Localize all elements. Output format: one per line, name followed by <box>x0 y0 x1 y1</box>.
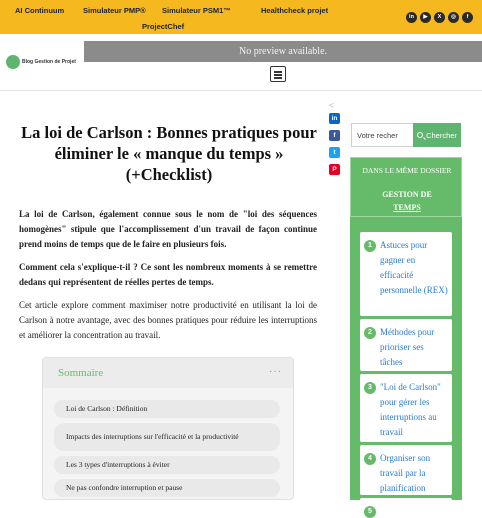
top-nav <box>0 0 482 34</box>
nav-simulateur-psm1[interactable]: Simulateur PSM1™ <box>162 6 231 15</box>
card-number: 5 <box>364 506 376 518</box>
facebook-icon[interactable]: f <box>462 12 473 23</box>
search-button[interactable] <box>413 123 461 147</box>
dossier-topic-link[interactable]: TEMPS <box>393 203 421 212</box>
toc-item[interactable]: Les 3 types d'interruptions à éviter <box>54 456 280 474</box>
card-link[interactable]: Astuces pour gagner en efficacité personnelle (REX) <box>380 240 448 295</box>
nav-projectchef[interactable]: ProjectChef <box>142 22 185 31</box>
toc-item[interactable]: Ne pas confondre interruption et pause <box>54 479 280 497</box>
toc-header[interactable] <box>43 358 293 388</box>
card-link[interactable]: Méthodes pour prioriser ses tâches <box>380 327 435 367</box>
related-dossier <box>350 157 462 515</box>
linkedin-icon[interactable]: in <box>406 12 417 23</box>
x-twitter-icon[interactable]: X <box>434 12 445 23</box>
dossier-topic: GESTION DE <box>382 190 432 199</box>
table-of-contents <box>42 357 294 500</box>
share-icon: < <box>329 101 334 110</box>
site-logo-text[interactable]: Blog Gestion de Projet <box>22 59 76 65</box>
site-logo[interactable] <box>6 55 20 69</box>
menu-hamburger-button[interactable] <box>270 66 286 82</box>
article-intro: La loi de Carlson, également connue sous le nom de "loi des séquences homogènes" stipule que l'accomplissement d'un travail de façon continue prend moins de temps que de le faire en plusieurs fois. <box>19 209 317 249</box>
pinterest-share-icon[interactable]: P <box>329 164 340 175</box>
youtube-icon[interactable]: ▶ <box>420 12 431 23</box>
twitter-share-icon[interactable]: t <box>329 147 340 158</box>
search-input[interactable] <box>351 123 413 147</box>
dossier-card[interactable] <box>360 445 452 495</box>
card-number: 4 <box>364 453 376 465</box>
card-number: 1 <box>364 240 376 252</box>
dossier-card[interactable] <box>360 319 452 371</box>
nav-simulateur-pmp[interactable]: Simulateur PMP® <box>83 6 146 15</box>
linkedin-share-icon[interactable]: in <box>329 113 340 124</box>
card-link[interactable]: Organiser son travail par la planification <box>380 453 431 493</box>
toc-item[interactable]: Loi de Carlson : Définition <box>54 400 280 418</box>
article-title: La loi de Carlson : Bonnes pratiques pour éliminer le « manque du temps » (+Checklist) <box>21 123 317 184</box>
search-icon <box>417 132 423 138</box>
preview-placeholder: No preview available. <box>84 41 482 62</box>
dossier-card[interactable] <box>360 232 452 316</box>
card-link[interactable]: "Loi de Carlson" pour gérer les interruptions au travail <box>380 382 441 437</box>
facebook-share-icon[interactable]: f <box>329 130 340 141</box>
nav-healthcheck-projet[interactable]: Healthcheck projet <box>261 6 329 15</box>
dossier-card[interactable] <box>360 374 452 442</box>
header-divider <box>0 90 482 91</box>
instagram-icon[interactable]: ◎ <box>448 12 459 23</box>
card-number: 2 <box>364 327 376 339</box>
dossier-label: DANS LE MÊME DOSSIER <box>362 166 452 175</box>
card-number: 3 <box>364 382 376 394</box>
nav-ai-continuum[interactable]: AI Continuum <box>15 6 65 15</box>
article-body: Cet article explore comment maximiser notre productivité en utilisant la loi de Carlson à notre avantage, avec des bonnes pratiques pour réduire les interruptions et améliorer la concentration au travail. <box>19 300 317 340</box>
dossier-header <box>350 157 462 217</box>
dossier-card[interactable] <box>360 498 452 518</box>
article-explain: Comment cela s'explique-t-il ? Ce sont les nombreux moments à se remettre dedans qui représentent de réelles pertes de temps. <box>19 262 317 287</box>
toc-item[interactable]: Impacts des interruptions sur l'efficacité et la productivité <box>54 423 280 451</box>
search-button-label: Chercher <box>426 130 457 140</box>
toc-title: Sommaire <box>58 367 104 379</box>
toc-toggle-icon[interactable]: ··· <box>269 366 282 377</box>
